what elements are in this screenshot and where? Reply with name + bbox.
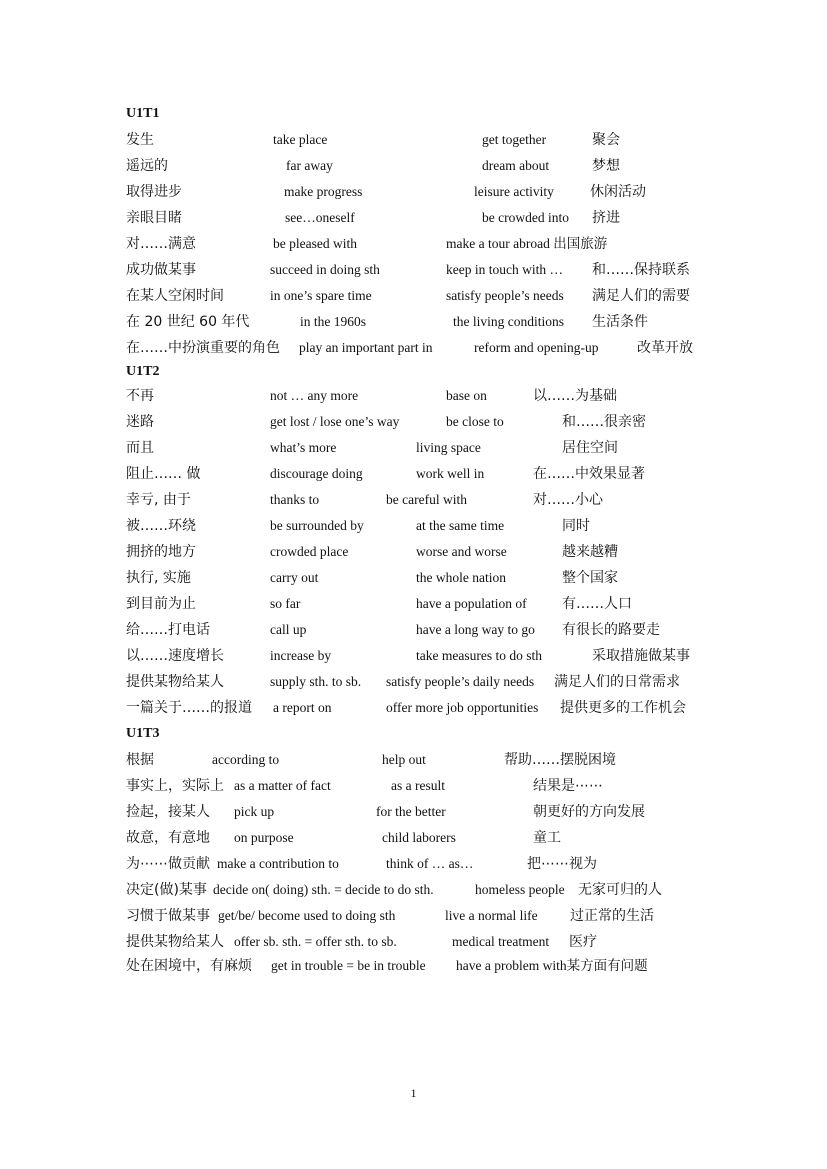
- chinese-term: 童工: [533, 830, 561, 846]
- vocab-row: [0, 412, 827, 436]
- vocab-row: [0, 854, 827, 878]
- english-phrase: see…oneself: [285, 210, 355, 225]
- english-phrase: be crowded into: [482, 210, 569, 225]
- chinese-term: 和……保持联系: [592, 262, 690, 278]
- chinese-term: 到目前为止: [126, 596, 196, 612]
- chinese-term: 执行, 实施: [126, 570, 191, 586]
- chinese-term: 挤进: [592, 210, 620, 226]
- vocab-row: [0, 260, 827, 284]
- chinese-term: 以……速度增长: [126, 648, 224, 664]
- english-phrase: think of … as…: [386, 856, 474, 871]
- english-phrase: decide on( doing) sth. = decide to do sth.: [213, 882, 434, 897]
- chinese-term: 对……小心: [533, 492, 603, 508]
- section-heading: U1T2: [126, 364, 160, 379]
- english-phrase: have a long way to go: [416, 622, 535, 637]
- vocab-row: [0, 672, 827, 696]
- english-phrase: child laborers: [382, 830, 456, 845]
- section-heading: U1T1: [126, 106, 160, 121]
- section-heading: U1T3: [126, 726, 160, 741]
- english-phrase: make a tour abroad 出国旅游: [446, 236, 608, 251]
- vocab-row: [0, 620, 827, 644]
- english-phrase: the whole nation: [416, 570, 506, 585]
- english-phrase: make a contribution to: [217, 856, 339, 871]
- english-phrase: pick up: [234, 804, 275, 819]
- chinese-term: 和……很亲密: [562, 414, 646, 430]
- page-number: 1: [410, 1086, 417, 1100]
- vocab-row: [0, 568, 827, 592]
- english-phrase: reform and opening-up: [474, 340, 599, 355]
- chinese-term: 取得进步: [126, 184, 182, 200]
- english-phrase: crowded place: [270, 544, 349, 559]
- english-phrase: as a matter of fact: [234, 778, 331, 793]
- chinese-term: 朝更好的方向发展: [533, 804, 645, 820]
- english-phrase: homeless people: [475, 882, 565, 897]
- chinese-term: 在某人空闲时间: [126, 288, 224, 304]
- chinese-term: 梦想: [592, 158, 620, 174]
- chinese-term: 而且: [126, 440, 154, 456]
- vocab-row: [0, 438, 827, 462]
- english-phrase: get lost / lose one’s way: [270, 414, 400, 429]
- english-phrase: thanks to: [270, 492, 320, 507]
- english-phrase: offer sb. sth. = offer sth. to sb.: [234, 934, 397, 949]
- chinese-term: 过正常的生活: [570, 908, 654, 924]
- english-phrase: live a normal life: [445, 908, 538, 923]
- english-phrase: in the 1960s: [300, 314, 366, 329]
- chinese-term: 满足人们的需要: [592, 288, 690, 304]
- english-phrase: be careful with: [386, 492, 467, 507]
- vocab-row: [0, 130, 827, 154]
- chinese-term: 无家可归的人: [578, 882, 662, 898]
- chinese-term: 居住空间: [562, 440, 618, 456]
- chinese-term: 提供某物给某人: [126, 674, 224, 690]
- chinese-term: 生活条件: [592, 314, 648, 330]
- chinese-term: 亲眼目睹: [126, 210, 182, 226]
- english-phrase: base on: [446, 388, 487, 403]
- chinese-term: 改革开放: [637, 340, 693, 356]
- chinese-term: 不再: [126, 388, 154, 404]
- vocab-row: [0, 542, 827, 566]
- english-phrase: satisfy people’s needs: [446, 288, 564, 303]
- english-phrase: succeed in doing sth: [270, 262, 380, 277]
- english-phrase: far away: [286, 158, 333, 173]
- chinese-term: 休闲活动: [590, 184, 646, 200]
- vocab-row: [0, 802, 827, 826]
- english-phrase: so far: [270, 596, 301, 611]
- chinese-term: 一篇关于……的报道: [126, 700, 252, 716]
- english-phrase: leisure activity: [474, 184, 554, 199]
- chinese-term: 决定(做)某事: [126, 882, 207, 898]
- vocab-row: [0, 208, 827, 232]
- chinese-term: 整个国家: [562, 570, 618, 586]
- chinese-term: 对……满意: [126, 236, 196, 252]
- vocab-row: [0, 880, 827, 904]
- english-phrase: on purpose: [234, 830, 294, 845]
- english-phrase: the living conditions: [453, 314, 564, 329]
- vocab-row: [0, 386, 827, 410]
- chinese-term: 习惯于做某事: [126, 908, 210, 924]
- chinese-term: 捡起，接某人: [126, 804, 210, 820]
- vocab-row: [0, 750, 827, 774]
- english-phrase: medical treatment: [452, 934, 550, 949]
- chinese-term: 结果是⋯⋯: [533, 778, 603, 794]
- english-phrase: offer more job opportunities: [386, 700, 539, 715]
- english-phrase: make progress: [284, 184, 363, 199]
- chinese-term: 以……为基础: [533, 388, 617, 404]
- english-phrase: what’s more: [270, 440, 337, 455]
- english-phrase: be surrounded by: [270, 518, 364, 533]
- english-phrase: not … any more: [270, 388, 359, 403]
- english-phrase: have a population of: [416, 596, 527, 611]
- english-phrase: get together: [482, 132, 547, 147]
- vocab-row: [0, 932, 827, 956]
- english-phrase: in one’s spare time: [270, 288, 372, 303]
- chinese-term: 同时: [562, 518, 590, 534]
- vocab-row: [0, 594, 827, 618]
- english-phrase: carry out: [270, 570, 319, 585]
- chinese-term: 提供更多的工作机会: [560, 700, 686, 716]
- chinese-term: 把⋯⋯视为: [527, 856, 597, 872]
- english-phrase: increase by: [270, 648, 332, 663]
- vocab-row: [0, 828, 827, 852]
- chinese-term: 越来越糟: [562, 544, 618, 560]
- english-phrase: work well in: [416, 466, 485, 481]
- english-phrase: according to: [212, 752, 280, 767]
- english-phrase: as a result: [391, 778, 445, 793]
- chinese-term: 迷路: [126, 414, 154, 430]
- english-phrase: living space: [416, 440, 481, 455]
- english-phrase: call up: [270, 622, 307, 637]
- english-phrase: get/be/ become used to doing sth: [218, 908, 396, 923]
- chinese-term: 给……打电话: [126, 622, 210, 638]
- english-phrase: supply sth. to sb.: [270, 674, 362, 689]
- chinese-term: 提供某物给某人: [126, 934, 224, 950]
- chinese-term: 遥远的: [126, 158, 168, 174]
- chinese-term: 医疗: [569, 934, 597, 950]
- english-phrase: be pleased with: [273, 236, 357, 251]
- chinese-term: 被……环绕: [126, 518, 196, 534]
- english-phrase: take place: [273, 132, 328, 147]
- chinese-term: 幸亏, 由于: [126, 492, 191, 508]
- vocab-row: [0, 156, 827, 180]
- vocab-row: [0, 956, 827, 980]
- chinese-term: 有……人口: [562, 596, 632, 612]
- vocab-row: [0, 698, 827, 722]
- vocab-row: [0, 182, 827, 206]
- vocab-row: [0, 776, 827, 800]
- english-phrase: worse and worse: [416, 544, 507, 559]
- english-phrase: take measures to do sth: [416, 648, 542, 663]
- english-phrase: at the same time: [416, 518, 505, 533]
- chinese-term: 发生: [126, 132, 154, 148]
- vocab-row: [0, 234, 827, 258]
- vocab-row: [0, 312, 827, 336]
- chinese-term: 在 20 世纪 60 年代: [126, 314, 250, 330]
- vocab-row: [0, 516, 827, 540]
- chinese-term: 拥挤的地方: [126, 544, 196, 560]
- vocab-row: [0, 338, 827, 362]
- english-phrase: satisfy people’s daily needs: [386, 674, 535, 689]
- vocab-row: [0, 906, 827, 930]
- chinese-term: 根据: [126, 752, 154, 768]
- chinese-term: 故意，有意地: [126, 830, 210, 846]
- english-phrase: discourage doing: [270, 466, 363, 481]
- chinese-term: 帮助……摆脱困境: [504, 752, 616, 768]
- chinese-term: 成功做某事: [126, 262, 196, 278]
- vocab-row: [0, 464, 827, 488]
- english-phrase: be close to: [446, 414, 504, 429]
- chinese-term: 为⋯⋯做贡献: [126, 856, 210, 872]
- english-phrase: a report on: [273, 700, 332, 715]
- chinese-term: 阻止…… 做: [126, 466, 201, 482]
- vocab-row: [0, 490, 827, 514]
- english-phrase: get in trouble = be in trouble: [271, 958, 426, 973]
- english-phrase: have a problem with某方面有问题: [456, 958, 648, 973]
- vocab-row: [0, 286, 827, 310]
- english-phrase: play an important part in: [299, 340, 433, 355]
- chinese-term: 处在困境中，有麻烦: [126, 958, 252, 974]
- english-phrase: keep in touch with …: [446, 262, 563, 277]
- english-phrase: dream about: [482, 158, 550, 173]
- chinese-term: 在……中扮演重要的角色: [126, 340, 280, 356]
- chinese-term: 在……中效果显著: [533, 466, 645, 482]
- english-phrase: help out: [382, 752, 426, 767]
- chinese-term: 有很长的路要走: [562, 622, 660, 638]
- chinese-term: 采取措施做某事: [592, 648, 690, 664]
- english-phrase: for the better: [376, 804, 446, 819]
- vocab-row: [0, 646, 827, 670]
- chinese-term: 事实上，实际上: [126, 778, 224, 794]
- chinese-term: 聚会: [592, 132, 620, 148]
- chinese-term: 满足人们的日常需求: [554, 674, 680, 690]
